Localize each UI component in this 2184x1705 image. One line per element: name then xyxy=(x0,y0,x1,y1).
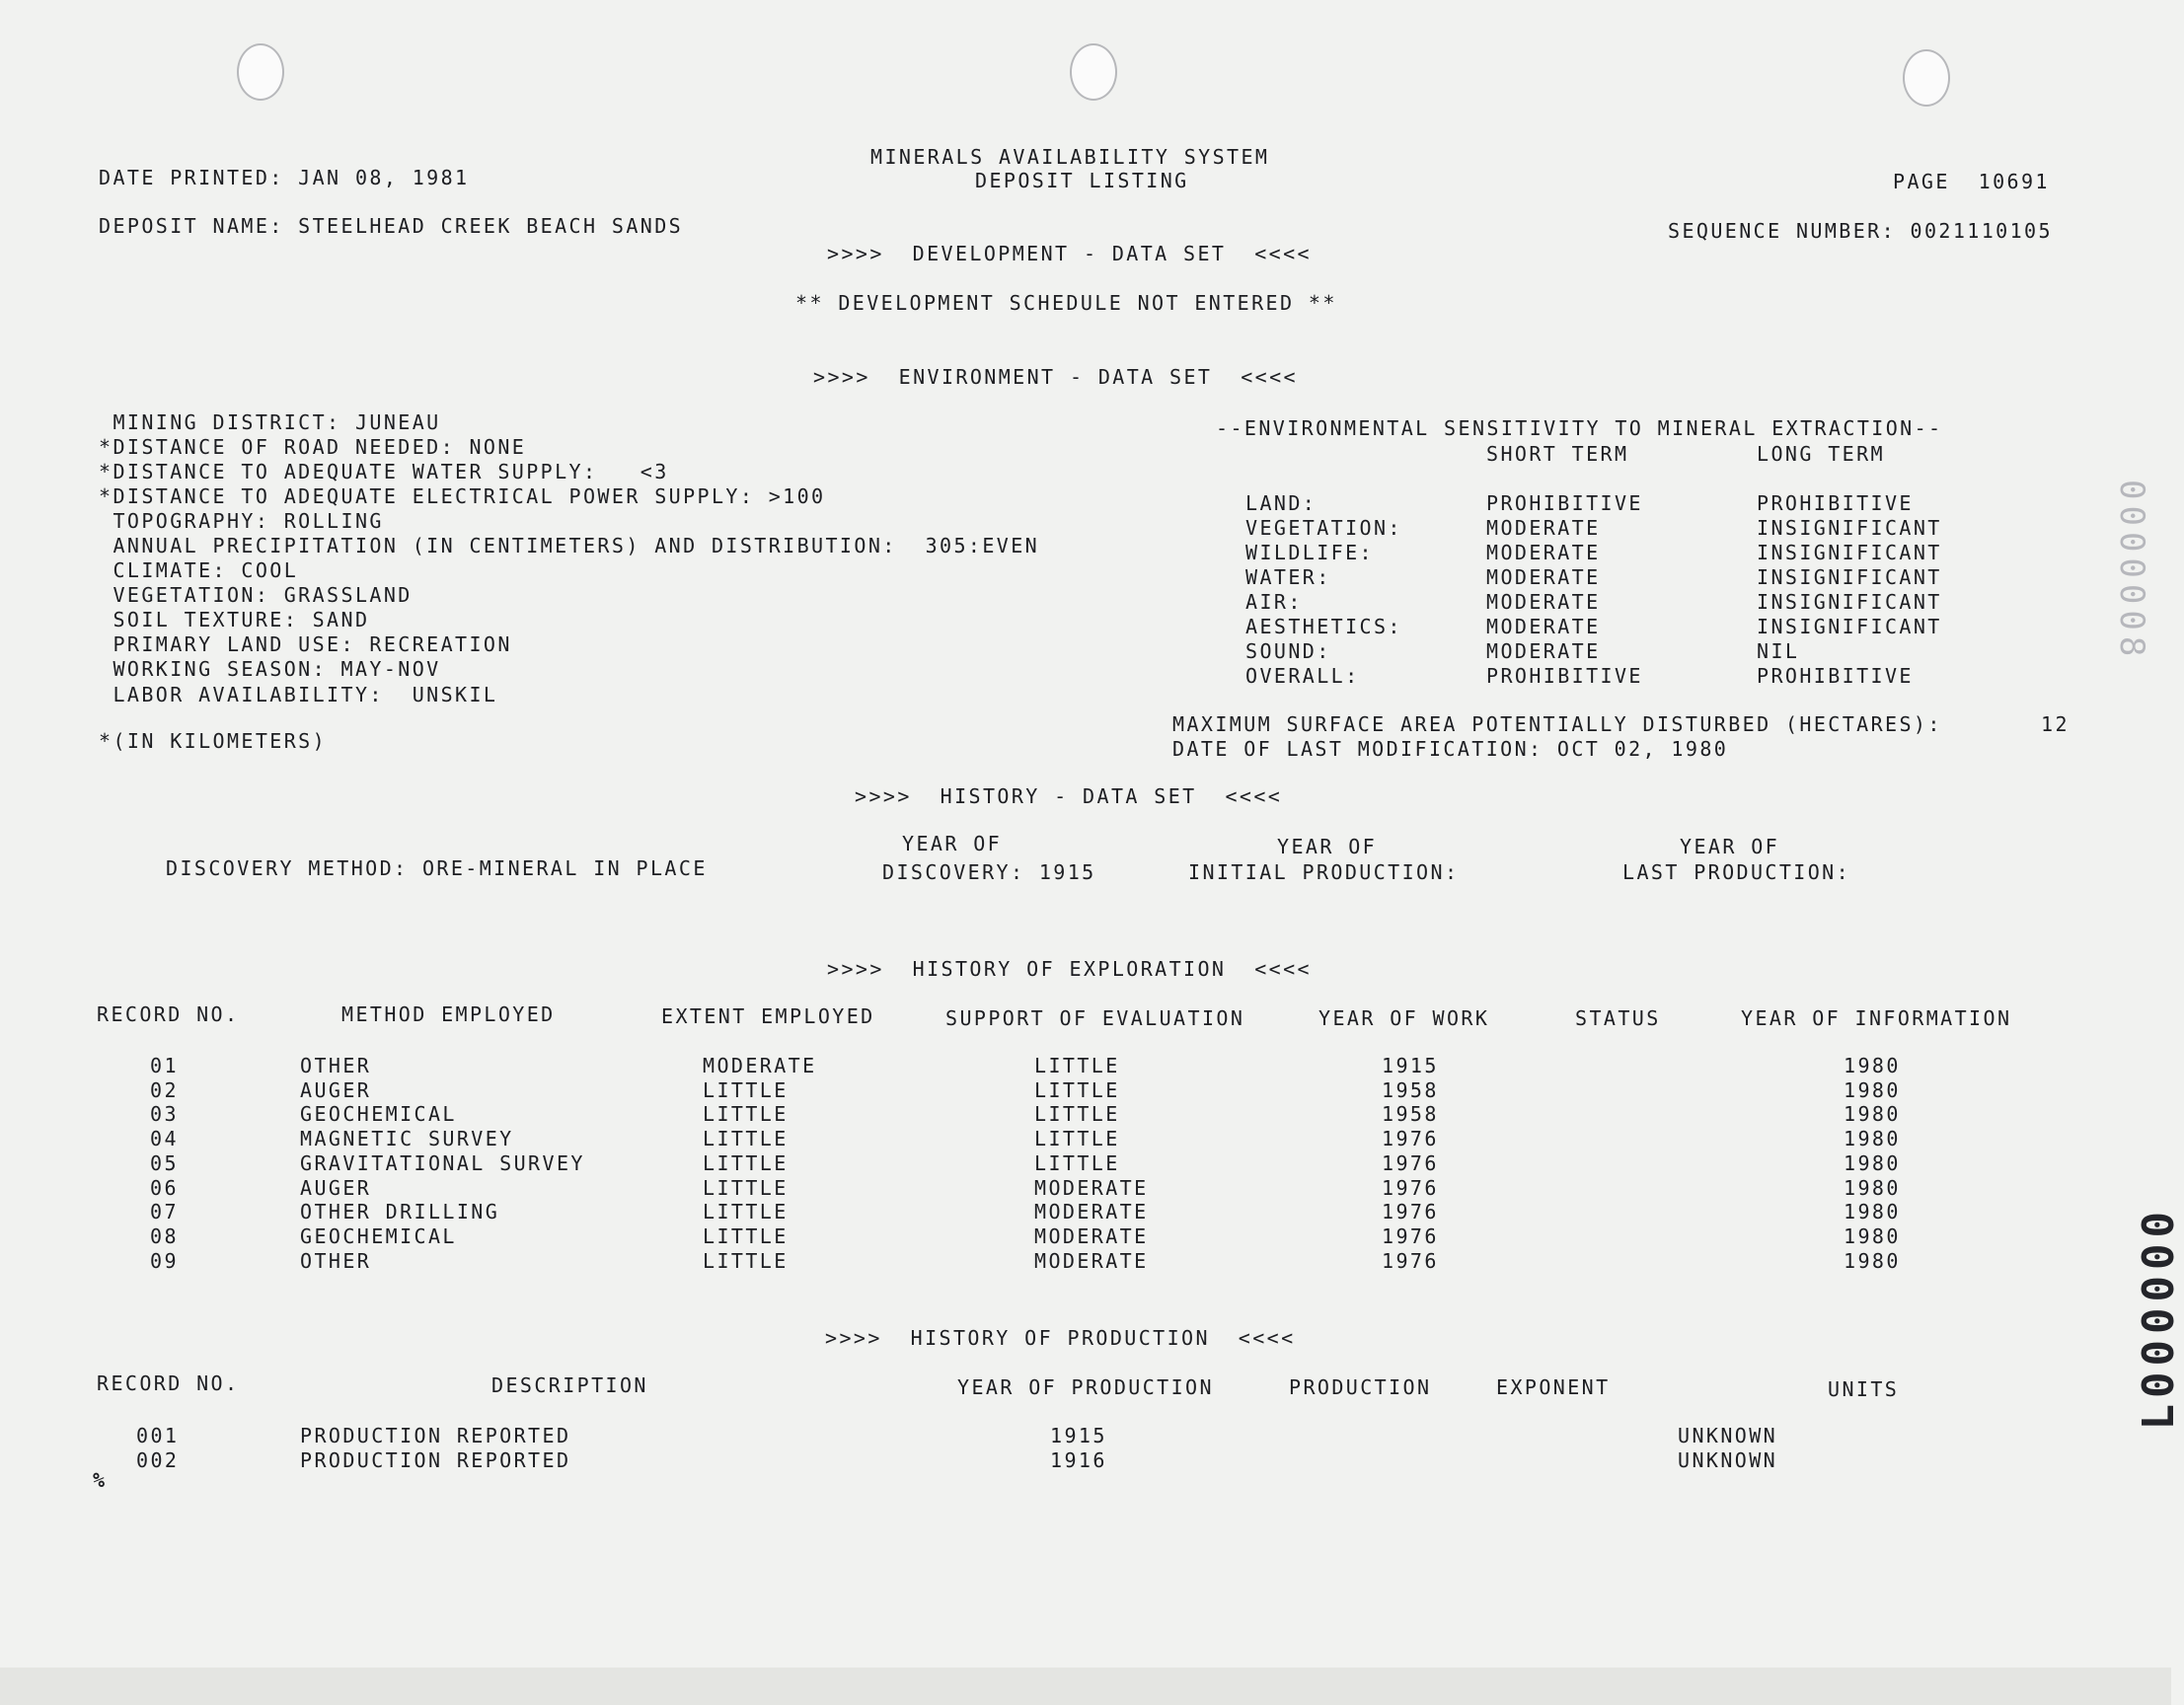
sensitivity-short: PROHIBITIVE xyxy=(1486,491,1643,515)
development-notice: ** DEVELOPMENT SCHEDULE NOT ENTERED ** xyxy=(795,291,1337,315)
year-of-work-cell: 1976 xyxy=(1382,1248,1439,1273)
record-no-cell: 09 xyxy=(150,1248,179,1273)
method-employed-cell: GEOCHEMICAL xyxy=(300,1223,457,1248)
sensitivity-factor: AESTHETICS: xyxy=(1245,615,1402,638)
extent-employed-cell: MODERATE xyxy=(703,1054,817,1077)
sensitivity-short: PROHIBITIVE xyxy=(1486,664,1643,688)
sensitivity-title: --ENVIRONMENTAL SENSITIVITY TO MINERAL EXTRACTION-- xyxy=(1216,416,1943,440)
sensitivity-factor: AIR: xyxy=(1245,590,1303,614)
support-of-evaluation-cell: LITTLE xyxy=(1034,1054,1120,1077)
date-printed: DATE PRINTED: JAN 08, 1981 xyxy=(99,166,470,189)
sensitivity-short: MODERATE xyxy=(1486,639,1601,663)
env-line: LABOR AVAILABILITY: UNSKIL xyxy=(99,683,498,706)
punch-hole xyxy=(1903,49,1950,107)
side-stamp: L000000 xyxy=(2134,1206,2184,1431)
page-number: PAGE 10691 xyxy=(1893,170,2050,193)
record-no-cell: 01 xyxy=(150,1054,179,1077)
extent-employed-cell: LITTLE xyxy=(703,1200,789,1224)
sensitivity-long: INSIGNIFICANT xyxy=(1757,590,1942,614)
listing-title: DEPOSIT LISTING xyxy=(975,169,1189,192)
record-no-cell: 05 xyxy=(150,1150,179,1175)
support-of-evaluation-cell: LITTLE xyxy=(1034,1150,1120,1175)
year-of-information-cell: 1980 xyxy=(1844,1223,1901,1248)
record-no-cell: 002 xyxy=(136,1448,180,1472)
env-line: VEGETATION: GRASSLAND xyxy=(99,583,413,607)
column-header: UNITS xyxy=(1828,1377,1900,1401)
units-cell: UNKNOWN xyxy=(1678,1424,1778,1447)
long-term-header: LONG TERM xyxy=(1757,442,1885,466)
short-term-header: SHORT TERM xyxy=(1486,442,1629,466)
extent-employed-cell: LITTLE xyxy=(703,1175,789,1200)
record-no-cell: 08 xyxy=(150,1223,179,1248)
year-of-information-cell: 1980 xyxy=(1844,1200,1901,1224)
method-employed-cell: OTHER xyxy=(300,1248,372,1273)
sensitivity-long: PROHIBITIVE xyxy=(1757,664,1914,688)
record-no-cell: 06 xyxy=(150,1175,179,1200)
discovery-method: DISCOVERY METHOD: ORE-MINERAL IN PLACE xyxy=(166,856,708,880)
column-header: DESCRIPTION xyxy=(491,1373,648,1397)
extent-employed-cell: LITTLE xyxy=(703,1077,789,1102)
year-of-work-cell: 1976 xyxy=(1382,1150,1439,1175)
extent-employed-cell: LITTLE xyxy=(703,1102,789,1127)
method-employed-cell: AUGER xyxy=(300,1175,372,1200)
record-no-cell: 07 xyxy=(150,1200,179,1224)
system-title: MINERALS AVAILABILITY SYSTEM xyxy=(870,145,1270,169)
kilometers-footnote: *(IN KILOMETERS) xyxy=(99,729,328,753)
last-production: LAST PRODUCTION: xyxy=(1622,860,1851,884)
column-header: RECORD NO. xyxy=(97,1002,240,1026)
sensitivity-short: MODERATE xyxy=(1486,565,1601,589)
column-header: METHOD EMPLOYED xyxy=(341,1002,556,1026)
faint-side-stamp: 0000008 xyxy=(2112,480,2151,663)
initial-production: INITIAL PRODUCTION: xyxy=(1188,860,1460,884)
env-line: ANNUAL PRECIPITATION (IN CENTIMETERS) AND DISTRIBUTION: 305:EVEN xyxy=(99,534,1040,557)
sensitivity-factor: WILDLIFE: xyxy=(1245,541,1374,564)
record-no-cell: 04 xyxy=(150,1127,179,1151)
year-of-information-cell: 1980 xyxy=(1844,1077,1901,1102)
env-line: MINING DISTRICT: JUNEAU xyxy=(99,410,441,434)
sensitivity-long: INSIGNIFICANT xyxy=(1757,516,1942,540)
year-of-work-cell: 1976 xyxy=(1382,1175,1439,1200)
year-of-label: YEAR OF xyxy=(902,832,1003,855)
method-employed-cell: GEOCHEMICAL xyxy=(300,1102,457,1127)
year-of-work-cell: 1976 xyxy=(1382,1127,1439,1151)
method-employed-cell: OTHER xyxy=(300,1054,372,1077)
extent-employed-cell: LITTLE xyxy=(703,1150,789,1175)
support-of-evaluation-cell: MODERATE xyxy=(1034,1200,1149,1224)
year-of-work-cell: 1976 xyxy=(1382,1200,1439,1224)
column-header: RECORD NO. xyxy=(97,1371,240,1395)
sensitivity-factor: SOUND: xyxy=(1245,639,1331,663)
sensitivity-short: MODERATE xyxy=(1486,615,1601,638)
env-line: *DISTANCE TO ADEQUATE WATER SUPPLY: <3 xyxy=(99,460,669,483)
env-line: WORKING SEASON: MAY-NOV xyxy=(99,657,441,681)
column-header: PRODUCTION xyxy=(1289,1375,1432,1399)
year-of-information-cell: 1980 xyxy=(1844,1150,1901,1175)
sensitivity-short: MODERATE xyxy=(1486,590,1601,614)
description-cell: PRODUCTION REPORTED xyxy=(300,1448,571,1472)
column-header: STATUS xyxy=(1575,1006,1661,1030)
environment-heading: >>>> ENVIRONMENT - DATA SET <<<< xyxy=(813,365,1298,389)
extent-employed-cell: LITTLE xyxy=(703,1223,789,1248)
exploration-heading: >>>> HISTORY OF EXPLORATION <<<< xyxy=(827,957,1312,981)
sensitivity-long: INSIGNIFICANT xyxy=(1757,541,1942,564)
end-of-listing-mark: % xyxy=(93,1468,108,1492)
sensitivity-short: MODERATE xyxy=(1486,541,1601,564)
sensitivity-factor: VEGETATION: xyxy=(1245,516,1402,540)
column-header: YEAR OF INFORMATION xyxy=(1741,1006,2012,1030)
column-header: YEAR OF WORK xyxy=(1318,1006,1490,1030)
year-of-label: YEAR OF xyxy=(1680,835,1780,858)
development-heading: >>>> DEVELOPMENT - DATA SET <<<< xyxy=(827,242,1312,265)
method-employed-cell: AUGER xyxy=(300,1077,372,1102)
year-of-production-cell: 1916 xyxy=(1050,1448,1107,1472)
last-modified: DATE OF LAST MODIFICATION: OCT 02, 1980 xyxy=(1172,737,1729,761)
year-of-work-cell: 1915 xyxy=(1382,1054,1439,1077)
year-of-information-cell: 1980 xyxy=(1844,1127,1901,1151)
support-of-evaluation-cell: MODERATE xyxy=(1034,1248,1149,1273)
scan-edge xyxy=(0,1668,2171,1705)
extent-employed-cell: LITTLE xyxy=(703,1127,789,1151)
env-line: CLIMATE: COOL xyxy=(99,558,299,582)
year-of-label: YEAR OF xyxy=(1277,835,1378,858)
production-heading: >>>> HISTORY OF PRODUCTION <<<< xyxy=(825,1326,1296,1350)
column-header: EXPONENT xyxy=(1496,1375,1611,1399)
record-no-cell: 02 xyxy=(150,1077,179,1102)
record-no-cell: 001 xyxy=(136,1424,180,1447)
env-line: *DISTANCE OF ROAD NEEDED: NONE xyxy=(99,435,527,459)
extent-employed-cell: LITTLE xyxy=(703,1248,789,1273)
sequence-number: SEQUENCE NUMBER: 0021110105 xyxy=(1668,219,2053,243)
max-area-value: 12 xyxy=(2041,712,2070,736)
year-of-information-cell: 1980 xyxy=(1844,1248,1901,1273)
method-employed-cell: MAGNETIC SURVEY xyxy=(300,1127,514,1151)
description-cell: PRODUCTION REPORTED xyxy=(300,1424,571,1447)
env-line: PRIMARY LAND USE: RECREATION xyxy=(99,632,512,656)
year-of-production-cell: 1915 xyxy=(1050,1424,1107,1447)
support-of-evaluation-cell: MODERATE xyxy=(1034,1223,1149,1248)
year-of-work-cell: 1958 xyxy=(1382,1077,1439,1102)
sensitivity-long: NIL xyxy=(1757,639,1800,663)
sensitivity-factor: WATER: xyxy=(1245,565,1331,589)
support-of-evaluation-cell: MODERATE xyxy=(1034,1175,1149,1200)
deposit-name: DEPOSIT NAME: STEELHEAD CREEK BEACH SANDS xyxy=(99,214,684,238)
env-line: SOIL TEXTURE: SAND xyxy=(99,608,370,631)
sensitivity-factor: OVERALL: xyxy=(1245,664,1360,688)
sensitivity-long: INSIGNIFICANT xyxy=(1757,615,1942,638)
record-no-cell: 03 xyxy=(150,1102,179,1127)
history-heading: >>>> HISTORY - DATA SET <<<< xyxy=(855,784,1283,808)
discovery-year: DISCOVERY: 1915 xyxy=(882,860,1096,884)
max-area-label: MAXIMUM SURFACE AREA POTENTIALLY DISTURBED (HECTARES): xyxy=(1172,712,1942,736)
env-line: *DISTANCE TO ADEQUATE ELECTRICAL POWER SUPPLY: >100 xyxy=(99,484,826,508)
column-header: YEAR OF PRODUCTION xyxy=(957,1375,1214,1399)
column-header: EXTENT EMPLOYED xyxy=(661,1004,875,1028)
year-of-information-cell: 1980 xyxy=(1844,1102,1901,1127)
year-of-work-cell: 1958 xyxy=(1382,1102,1439,1127)
year-of-information-cell: 1980 xyxy=(1844,1054,1901,1077)
punch-hole xyxy=(1070,43,1117,101)
year-of-information-cell: 1980 xyxy=(1844,1175,1901,1200)
sensitivity-short: MODERATE xyxy=(1486,516,1601,540)
sensitivity-long: INSIGNIFICANT xyxy=(1757,565,1942,589)
units-cell: UNKNOWN xyxy=(1678,1448,1778,1472)
support-of-evaluation-cell: LITTLE xyxy=(1034,1102,1120,1127)
support-of-evaluation-cell: LITTLE xyxy=(1034,1077,1120,1102)
sensitivity-long: PROHIBITIVE xyxy=(1757,491,1914,515)
support-of-evaluation-cell: LITTLE xyxy=(1034,1127,1120,1151)
method-employed-cell: OTHER DRILLING xyxy=(300,1200,500,1224)
punch-hole xyxy=(237,43,284,101)
column-header: SUPPORT OF EVALUATION xyxy=(945,1006,1245,1030)
method-employed-cell: GRAVITATIONAL SURVEY xyxy=(300,1150,585,1175)
env-line: TOPOGRAPHY: ROLLING xyxy=(99,509,384,533)
sensitivity-factor: LAND: xyxy=(1245,491,1318,515)
year-of-work-cell: 1976 xyxy=(1382,1223,1439,1248)
